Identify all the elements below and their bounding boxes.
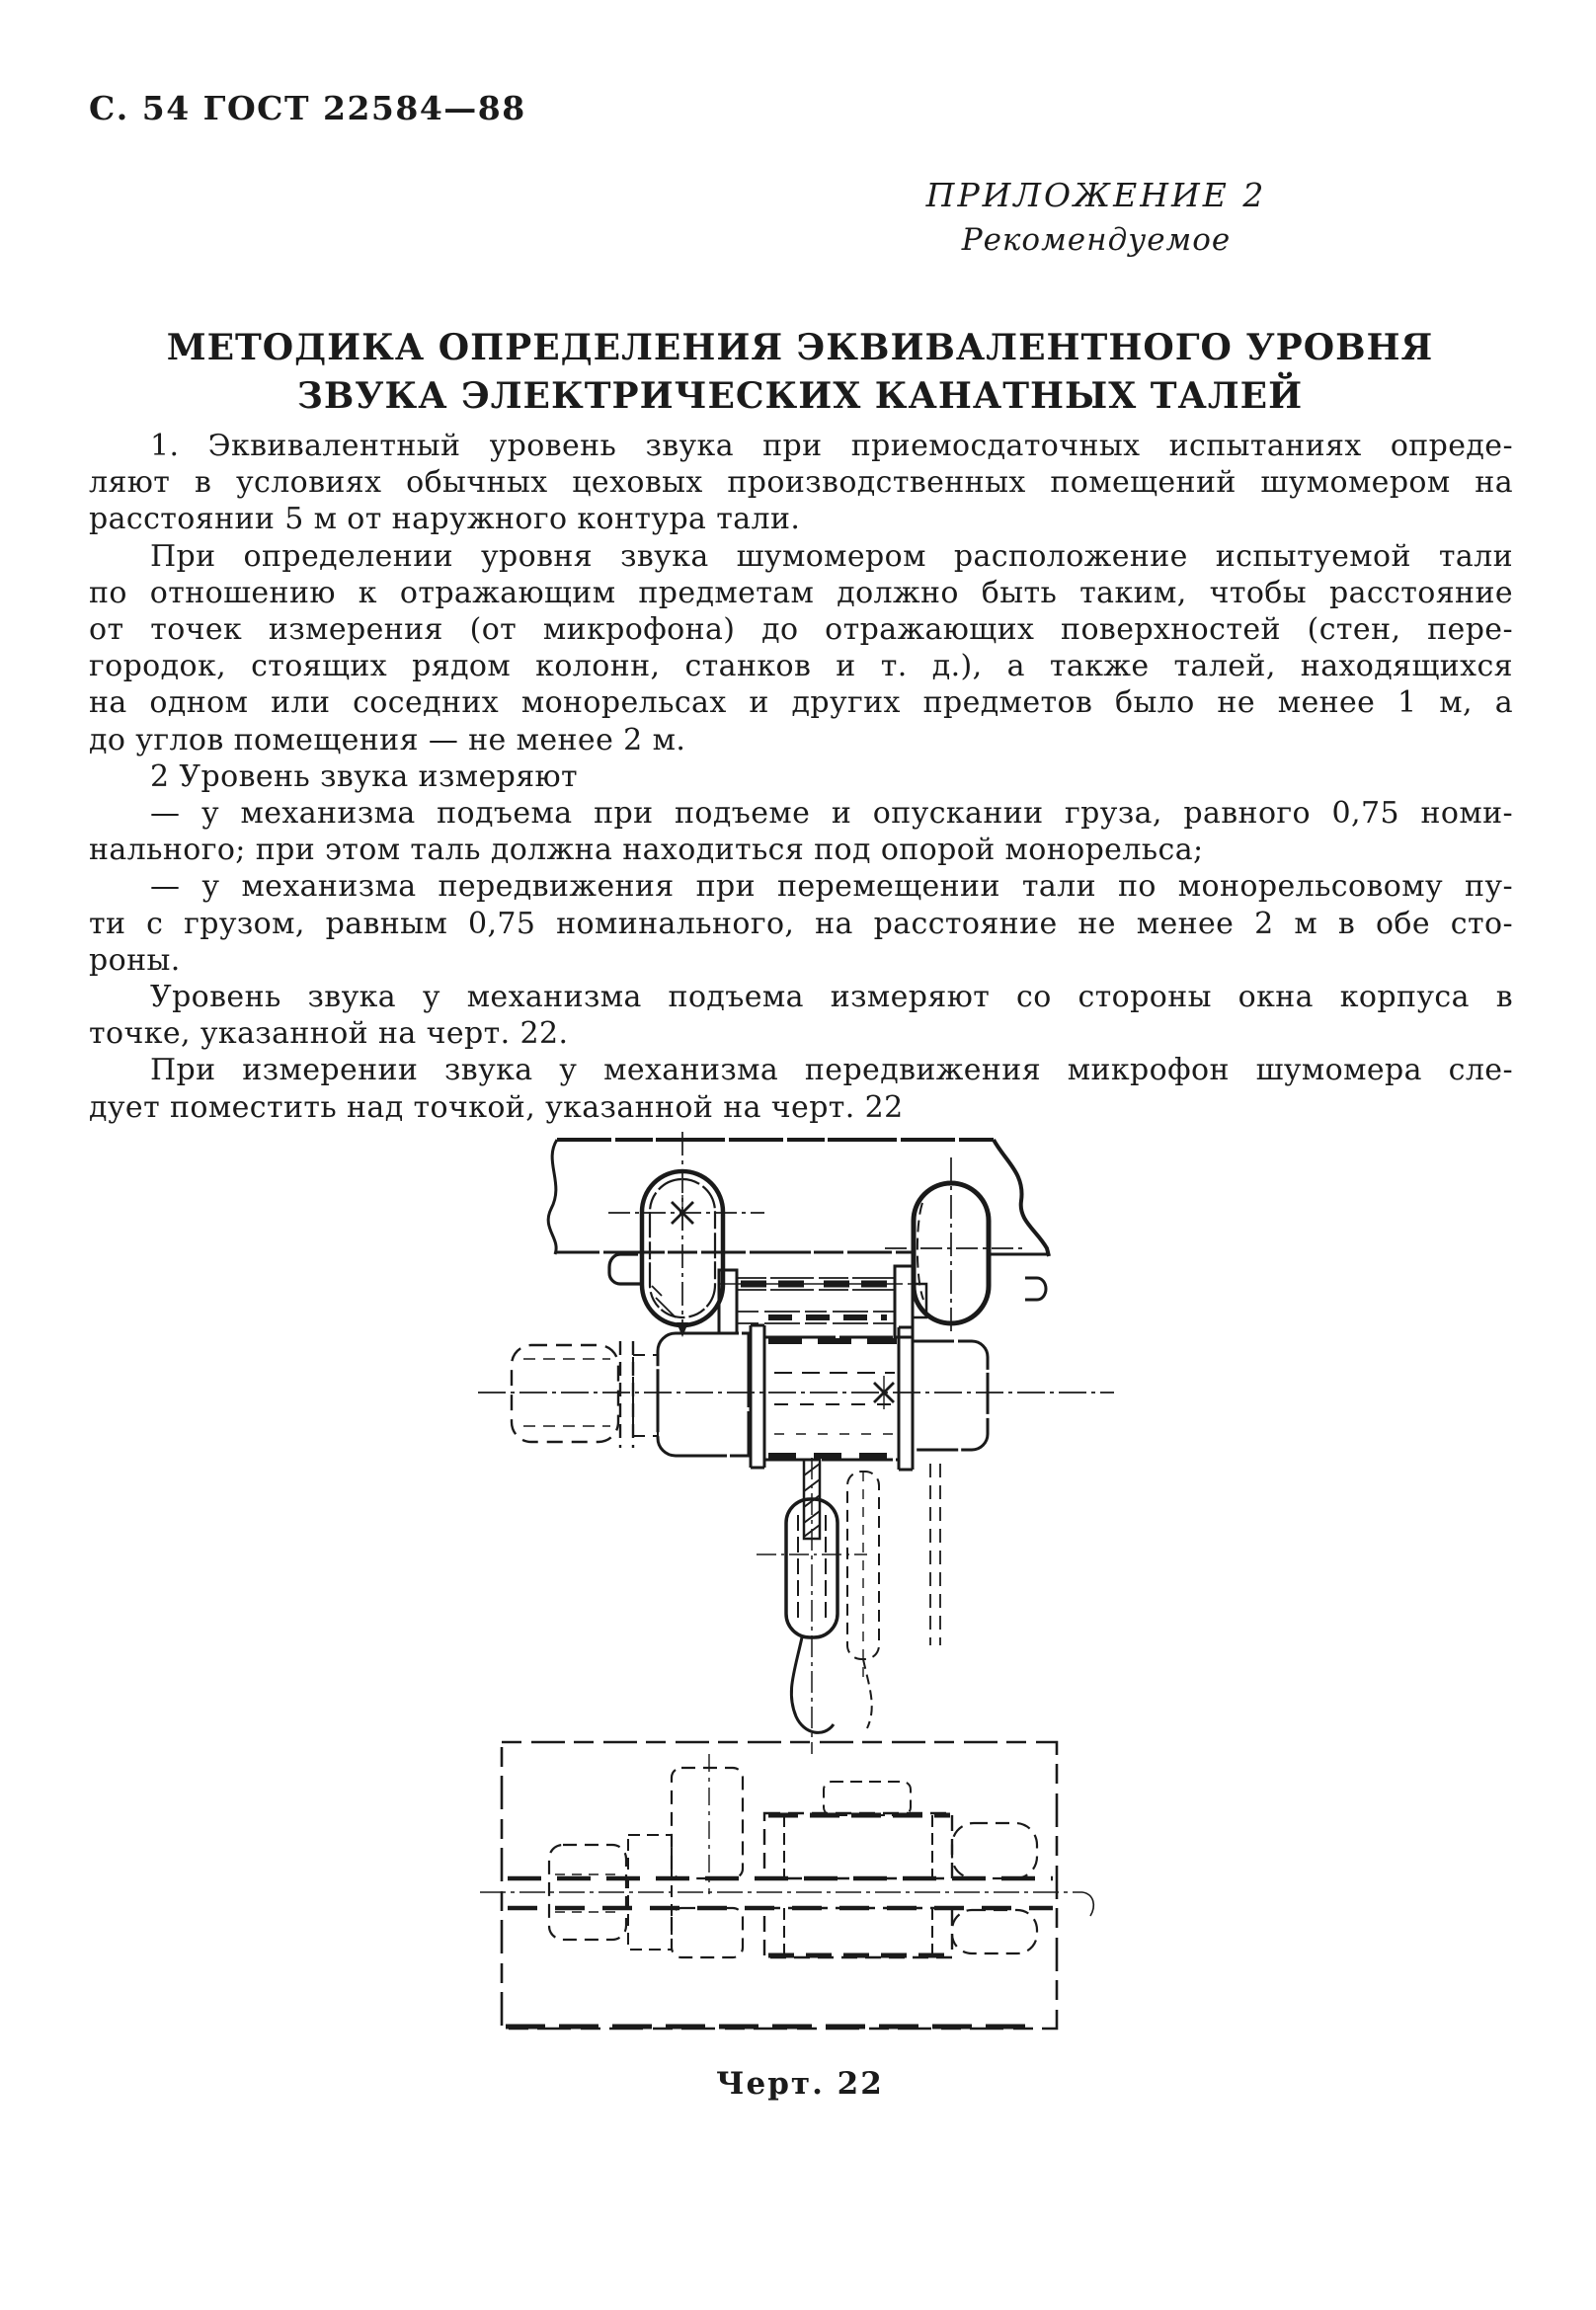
body-line: от точек измерения (от микрофона) до отражающих поверхностей (стен, пере- [89, 612, 1513, 648]
figure-caption: Черт. 22 [716, 2066, 884, 2102]
body-line: на одном или соседних монорельсах и других предметов было не менее 1 м, а [89, 685, 1513, 721]
left-trolley-wheel [608, 1132, 764, 1337]
body-centerline [478, 1376, 1114, 1409]
body-line: по отношению к отражающим предметам должно быть таким, чтобы расстояние [89, 575, 1513, 610]
body-line: ляют в условиях обычных цеховых производственных помещений шумомером на [89, 465, 1513, 501]
body-line: нального; при этом таль должна находиться под опорой монорельса; [89, 833, 1204, 868]
body-line: При определении уровня звука шумомером расположение испытуемой тали [150, 538, 1513, 574]
body-line: расстоянии 5 м от наружного контура тали. [89, 502, 801, 537]
annex-block [909, 176, 1284, 258]
body-line: до углов помещения — не менее 2 м. [89, 722, 686, 757]
page-title [87, 324, 1513, 421]
body-line: 1. Эквивалентный уровень звука при приемосдаточных испытаниях опреде- [150, 429, 1513, 463]
rope-and-hook-block [757, 1458, 940, 1754]
annex-subtitle: Рекомендуемое [961, 222, 1232, 258]
body-line: роны. [89, 942, 181, 978]
body-line: точке, указанной на черт. 22. [89, 1016, 569, 1052]
annex-title: ПРИЛОЖЕНИЕ 2 [925, 176, 1267, 214]
right-trolley-wheel [885, 1157, 1027, 1333]
plan-view [480, 1742, 1093, 2029]
body-line: 2 Уровень звука измеряют [150, 758, 579, 794]
body-line: дует поместить над точкой, указанной на черт. 22 [89, 1089, 904, 1125]
hoist-body [658, 1325, 988, 1470]
hoist-technical-drawing [472, 1132, 1124, 2050]
body-line: — у механизма передвижения при перемещении тали по монорельсовому пу- [150, 869, 1513, 905]
body-line: — у механизма подъема при подъеме и опускании груза, равного 0,75 номи- [150, 796, 1513, 832]
page-title-line1: МЕТОДИКА ОПРЕДЕЛЕНИЯ ЭКВИВАЛЕНТНОГО УРОВНЯ [166, 327, 1434, 368]
body-line: Уровень звука у механизма подъема измеряют со стороны окна корпуса в [150, 980, 1513, 1015]
monorail-beam [548, 1140, 1049, 1300]
body-line: городок, стоящих рядом колонн, станков и т. д.), а также талей, находящихся [89, 649, 1513, 684]
body-line: При измерении звука у механизма передвижения микрофон шумомера сле- [150, 1053, 1513, 1088]
motor-hidden-outline [512, 1341, 658, 1448]
body-text [89, 428, 1513, 1126]
page-title-line2: ЗВУКА ЭЛЕКТРИЧЕСКИХ КАНАТНЫХ ТАЛЕЙ [296, 375, 1304, 417]
measure-point-arrow [677, 1322, 688, 1337]
body-line: ти с грузом, равным 0,75 номинального, на расстояние не менее 2 м в обе сто- [89, 906, 1513, 941]
wheel-stop-bracket [609, 1254, 640, 1284]
page-header: С. 54 ГОСТ 22584—88 [89, 89, 526, 127]
